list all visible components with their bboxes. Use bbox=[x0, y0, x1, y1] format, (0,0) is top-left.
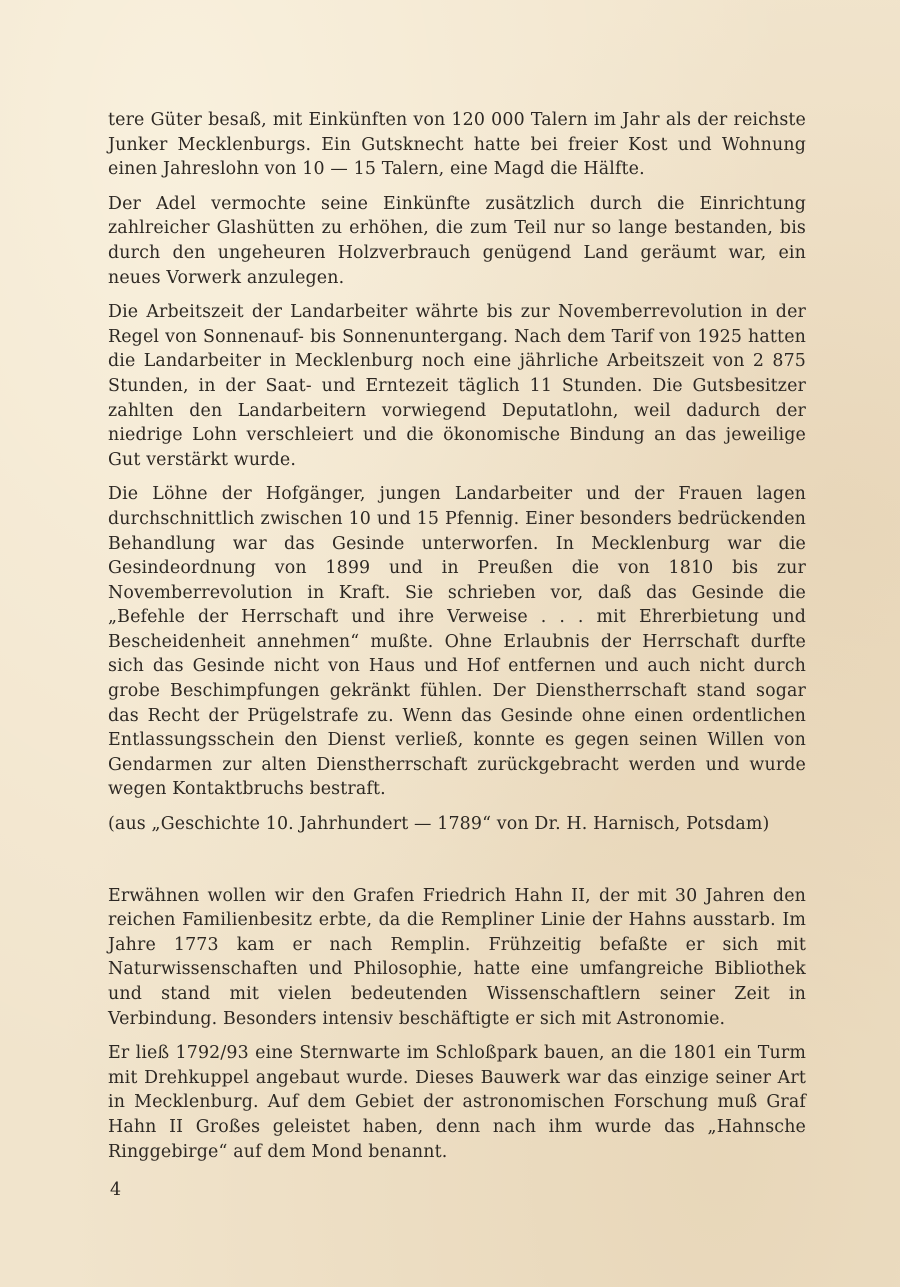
page-number: 4 bbox=[110, 1180, 122, 1200]
source-citation: (aus „Geschichte 10. Jahrhundert — 1789“ von Dr. H. Harnisch, Potsdam) bbox=[108, 814, 770, 835]
paragraph-count-hahn: Erwähnen wollen wir den Grafen Friedrich Hahn II, der mit 30 Jahren den reichen Familienbesitz erbte, da die Rempliner Linie der Hahns ausstarb. Im Jahre 1773 kam er nach Remplin. Frühzeitig befaßte er sich mit Naturwissenschaften und Philosophie, hatte eine umfangreiche Bibliothek und stand mit vielen bedeutenden Wissenschaftlern seiner Zeit in Verbindung. Besonders intensiv beschäftigte er sich mit Astronomie. bbox=[108, 885, 806, 1029]
section-gap bbox=[108, 837, 806, 884]
paragraph-observatory: Er ließ 1792/93 eine Sternwarte im Schloßpark bauen, an die 1801 ein Turm mit Drehkuppel angebaut wurde. Dieses Bauwerk war das einzige seiner Art in Mecklenburg. Auf dem Gebiet der astronomischen Forschung muß Graf Hahn II Großes geleistet haben, denn nach ihm wurde das „Hahnsche Ringgebirge“ auf dem Mond benannt. bbox=[108, 1043, 806, 1162]
paragraph-wages-servants: Die Löhne der Hofgänger, jungen Landarbeiter und der Frauen lagen durchschnittlich zwischen 10 und 15 Pfennig. Einer besonders bedrückenden Behandlung war das Gesinde unterworfen. In Mecklenburg war die Gesindeordnung von 1899 und in Preußen die von 1810 bis zur Novemberrevolution in Kraft. Sie schrieben vor, daß das Gesinde die „Befehle der Herrschaft und ihre Verweise . . . mit Ehrerbietung und Bescheidenheit annehmen“ mußte. Ohne Erlaubnis der Herrschaft durfte sich das Gesinde nicht von Haus und Hof entfernen und auch nicht durch grobe Beschimpfungen gekränkt fühlen. Der Dienstherrschaft stand sogar das Recht der Prügelstrafe zu. Wenn das Gesinde ohne einen ordentlichen Entlassungsschein den Dienst verließ, konnte es gegen seinen Willen von Gendarmen zur alten Dienstherrschaft zurückgebracht werden und wurde wegen Kontaktbruchs bestraft. bbox=[108, 484, 806, 800]
paragraph-glassworks: Der Adel vermochte seine Einkünfte zusätzlich durch die Einrichtung zahlreicher Glashütten zu erhöhen, die zum Teil nur so lange bestanden, bis durch den ungeheuren Holzverbrauch genügend Land geräumt war, ein neues Vorwerk anzulegen. bbox=[108, 193, 806, 288]
paragraph-estates-income: tere Güter besaß, mit Einkünften von 120 000 Talern im Jahr als der reichste Junker Mecklenburgs. Ein Gutsknecht hatte bei freier Kost und Wohnung einen Jahreslohn von 10 — 15 Talern, eine Magd die Hälfte. bbox=[108, 110, 806, 180]
paragraph-working-hours: Die Arbeitszeit der Landarbeiter währte bis zur Novemberrevolution in der Regel von Sonnenauf- bis Sonnenuntergang. Nach dem Tarif von 1925 hatten die Landarbeiter in Mecklenburg noch eine jährliche Arbeitszeit von 2 875 Stunden, in der Saat- und Erntezeit täglich 11 Stunden. Die Gutsbesitzer zahlten den Landarbeitern vorwiegend Deputatlohn, weil dadurch der niedrige Lohn verschleiert und die ökonomische Bindung an das jeweilige Gut verstärkt wurde. bbox=[108, 302, 806, 470]
document-page bbox=[108, 108, 806, 1174]
